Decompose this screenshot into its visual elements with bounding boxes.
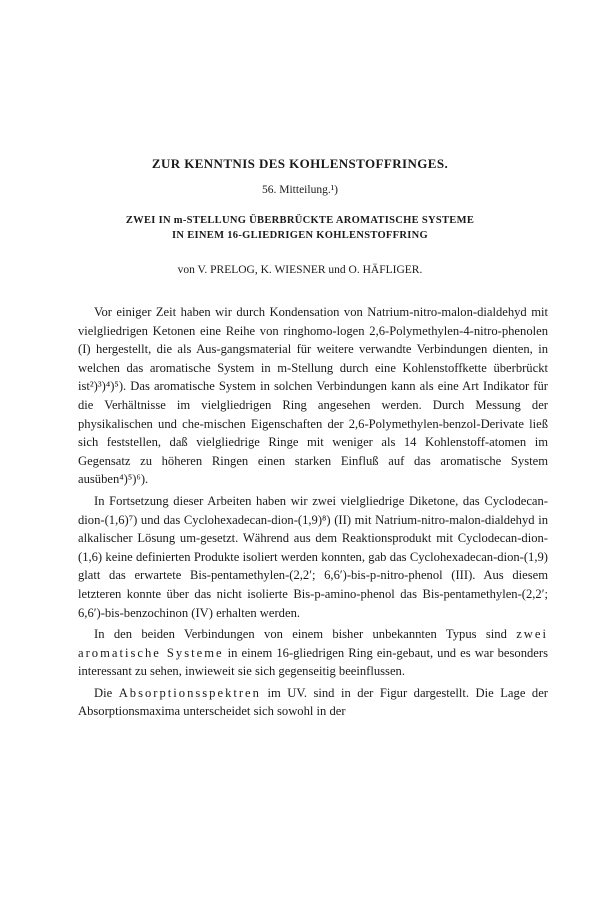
paragraph-4-text-start: Die [94, 685, 119, 700]
body-text [78, 303, 548, 721]
paragraph-2: In Fortsetzung dieser Arbeiten haben wir zwei vielgliedrige Diketone, das Cyclodecan-dion-(1,6)⁷) und das Cyclohexadecan-dion-(1,9)⁸) (II) mit Natrium-nitro-malon-dialdehyd in alkalischer Lösung um-gesetzt. Während aus dem Reaktionsprodukt mit Cyclodecan-dion-(1,6) keine definierten Produkte isoliert werden konnten, gab das Cyclohexadecan-dion-(1,9) glatt das erwartete Bis-pentamethylen-(2,2′; 6,6′)-bis-p-nitro-phenol (III). Aus diesem letzteren konnte über das nicht isolierte Bis-p-amino-phenol das Bis-pentamethylen-(2,2′; 6,6′)-bis-benzochinon (IV) erhalten werden. [78, 493, 548, 620]
heading-line-1: ZWEI IN m-STELLUNG ÜBERBRÜCKTE AROMATISCHE SYSTEME [125, 215, 475, 226]
paragraph-3-text-start: In den beiden Verbindungen von einem bisher unbekannten Typus sind [94, 627, 517, 642]
paragraph-4-text-end: im UV. sind in der Figur dargestellt. Die Lage der Absorptionsmaxima unterscheidet sich sowohl in der [78, 685, 548, 719]
paragraph-4 [78, 684, 548, 721]
authors-line: von V. PRELOG, K. WIESNER und O. HÄFLIGER. [177, 264, 423, 276]
article-heading [0, 213, 600, 243]
paragraph-4-spaced-text: Absorptionsspektren [118, 685, 261, 700]
article-subtitle: 56. Mitteilung.¹) [262, 184, 338, 196]
paragraph-3-text-end: in einem 16-gliedrigen Ring ein-gebaut, und es war besonders interessant zu sehen, inwieweit sie sich gegenseitig beeinflussen. [78, 645, 548, 679]
paragraph-1: Vor einiger Zeit haben wir durch Kondensation von Natrium-nitro-malon-dialdehyd mit vielgliedrigen Ketonen eine Reihe von ringhomo-logen 2,6-Polymethylen-4-nitro-phenolen (I) hergestellt, die als Aus-gangsmaterial für weitere verwandte Verbindungen dienten, in welchen das aromatische System in m-Stellung durch eine Kohlenstoffkette überbrückt ist²)³)⁴)⁵). Das aromatische System in solchen Verbindungen kann als eine Art Indikator für die Verhältnisse im vielgliedrigen Ring angesehen werden. Durch Messung der physikalischen und che-mischen Eigenschaften der 2,6-Polymethylen-benzol-Derivate ließ sich feststellen, daß vielgliedrige Ringe mit weniger als 14 Kohlenstoff-atomen im Gegensatz zu höheren Ringen einen starken Einfluß auf das aromatische System ausüben⁴)⁵)⁶). [78, 305, 548, 487]
article-title: ZUR KENNTNIS DES KOHLENSTOFFRINGES. [151, 156, 449, 171]
paragraph-3-spaced-text: zwei aromatische Systeme [78, 627, 548, 660]
heading-line-2: IN EINEM 16-GLIEDRIGEN KOHLENSTOFFRING [172, 230, 428, 241]
paragraph-3 [78, 625, 548, 681]
